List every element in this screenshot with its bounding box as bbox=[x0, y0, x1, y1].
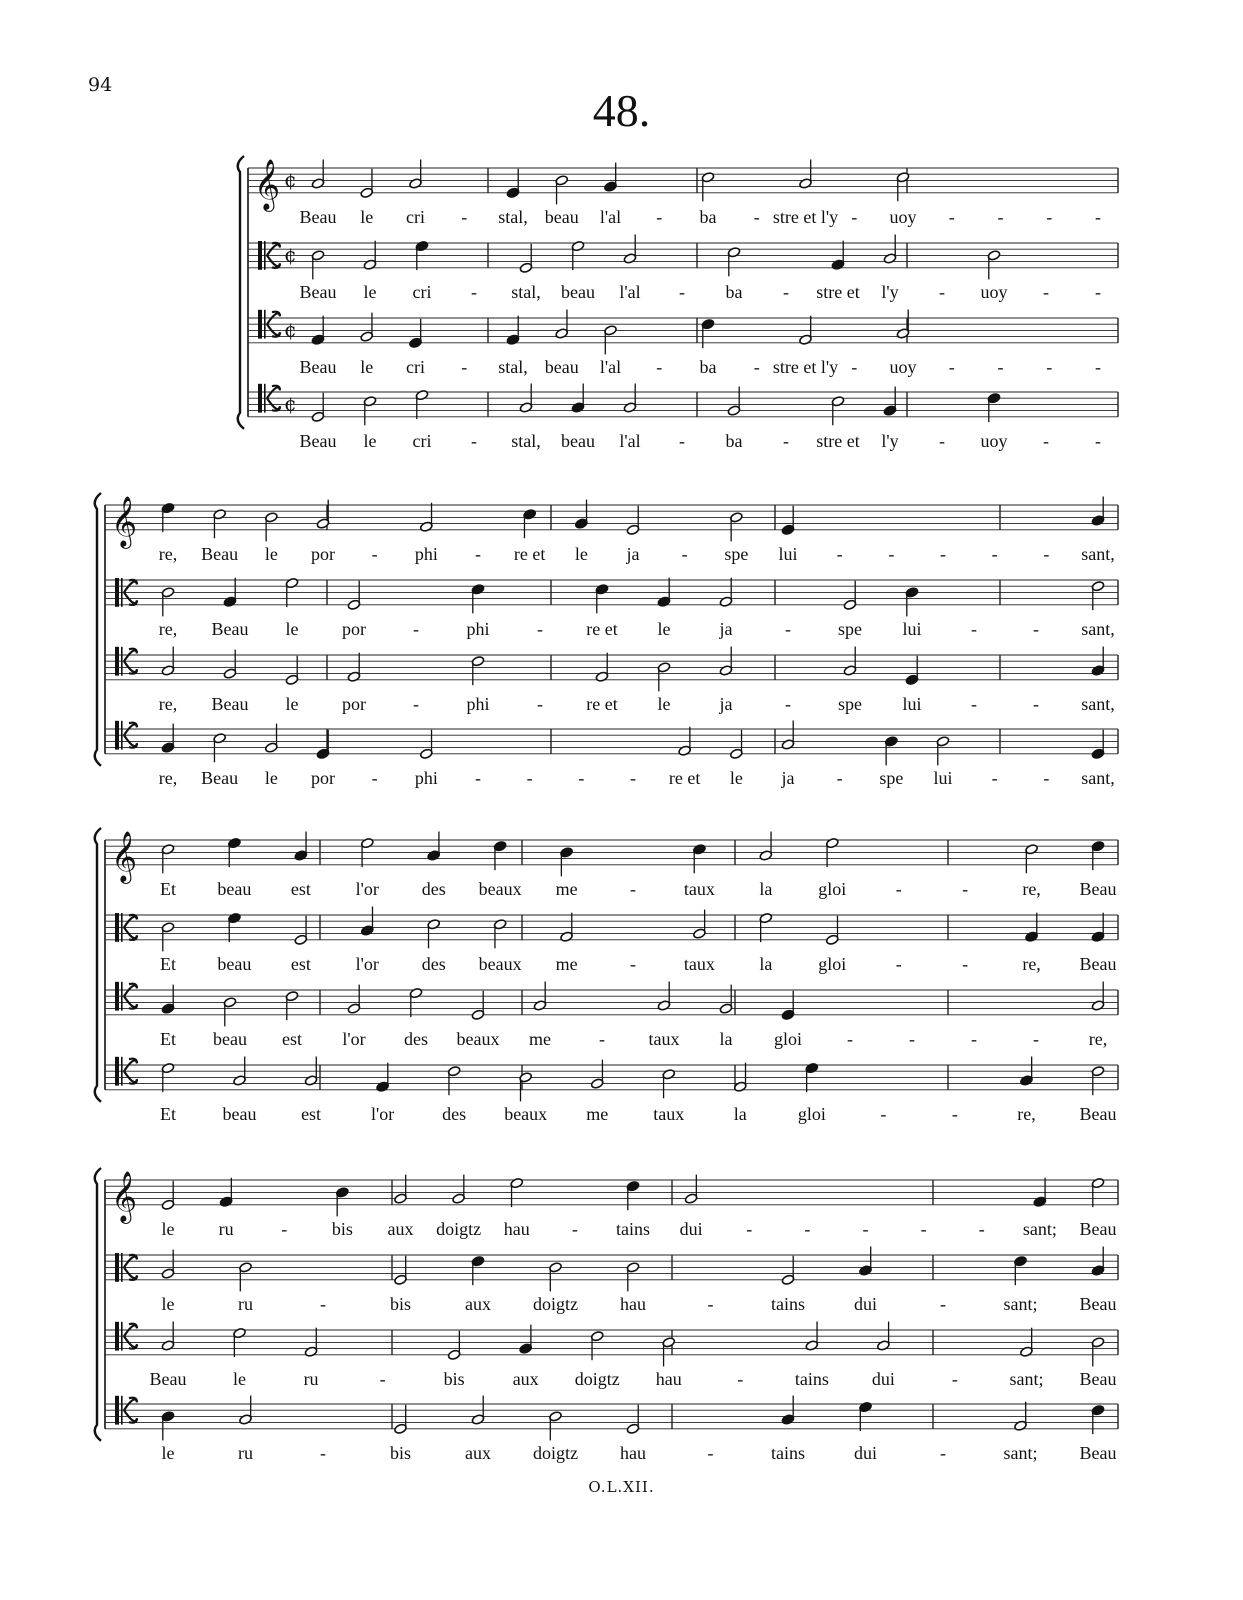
lyric-syllable: des bbox=[421, 953, 446, 974]
lyric-syllable: beaux bbox=[504, 1103, 548, 1124]
lyric-syllable: - bbox=[471, 281, 477, 302]
lyric-syllable: Beau bbox=[1079, 878, 1117, 899]
lyric-syllable: la bbox=[759, 953, 773, 974]
source-mark: O.L.XII. bbox=[588, 1478, 655, 1496]
lyric-syllable: gloi bbox=[818, 878, 847, 899]
lyric-syllable: stal, bbox=[498, 356, 528, 377]
lyric-syllable: Beau bbox=[201, 767, 239, 788]
lyric-syllable: cri bbox=[412, 281, 432, 302]
lyric-syllable: - bbox=[783, 281, 789, 302]
lyric-syllable: uoy bbox=[980, 281, 1008, 302]
lyric-syllable: me bbox=[555, 878, 578, 899]
lyric-syllable: re, bbox=[1022, 953, 1041, 974]
lyric-syllable: por bbox=[311, 543, 335, 564]
lyric-syllable: - bbox=[599, 1028, 605, 1049]
lyric-syllable: - bbox=[948, 206, 955, 227]
lyric-syllable: bis bbox=[389, 1442, 412, 1463]
lyric-syllable: me bbox=[586, 1103, 609, 1124]
lyric-syllable: - bbox=[737, 1368, 744, 1389]
lyric-syllable: doigtz bbox=[533, 1442, 578, 1463]
treble-clef-icon: 𝄞 bbox=[111, 1170, 138, 1222]
lyric-syllable: por bbox=[342, 693, 366, 714]
lyric-syllable: ba bbox=[699, 206, 717, 227]
lyric-syllable: est bbox=[290, 878, 311, 899]
lyric-syllable: Beau bbox=[1079, 1442, 1117, 1463]
lyric-syllable: - bbox=[862, 1218, 869, 1239]
lyric-syllable: - bbox=[1095, 356, 1101, 377]
lyric-syllable: gloi bbox=[797, 1103, 826, 1124]
lyric-syllable: hau bbox=[620, 1293, 646, 1314]
lyric-syllable: Beau bbox=[299, 430, 337, 451]
lyric-syllable: - bbox=[962, 953, 969, 974]
note bbox=[1091, 1337, 1105, 1367]
lyric-syllable: uoy bbox=[980, 430, 1008, 451]
lyric-syllable: Beau bbox=[1079, 1368, 1117, 1389]
lyric-syllable: - bbox=[630, 767, 636, 788]
lyric-syllable: phi bbox=[466, 618, 490, 639]
lyric-syllable: - bbox=[836, 767, 843, 788]
lyric-syllable: - bbox=[1033, 693, 1039, 714]
lyric-syllable: dui bbox=[871, 1368, 895, 1389]
lyric-syllable: - bbox=[785, 618, 791, 639]
note bbox=[549, 1262, 563, 1292]
lyric-syllable: - bbox=[537, 693, 543, 714]
lyric-syllable: - bbox=[1043, 543, 1050, 564]
lyric-syllable: re et bbox=[668, 767, 701, 788]
lyric-syllable: re, bbox=[158, 767, 178, 788]
lyric-syllable: le bbox=[657, 618, 671, 639]
lyric-syllable: le bbox=[360, 206, 374, 227]
lyric-syllable: - bbox=[707, 1293, 714, 1314]
lyric-syllable: le bbox=[657, 693, 671, 714]
lyric-syllable: Et bbox=[160, 953, 176, 974]
time-signature: ¢ bbox=[284, 242, 297, 267]
lyric-syllable: l'or bbox=[342, 1028, 366, 1049]
lyric-syllable: - bbox=[1095, 430, 1101, 451]
system-bracket bbox=[95, 1168, 101, 1441]
note bbox=[452, 1175, 466, 1205]
note bbox=[549, 1411, 563, 1441]
lyric-syllable: cri bbox=[406, 356, 425, 377]
lyric-syllable: - bbox=[707, 1442, 714, 1463]
lyric-syllable: - bbox=[461, 206, 468, 227]
note bbox=[662, 1337, 676, 1367]
note bbox=[394, 1175, 408, 1205]
lyric-syllable: Beau bbox=[1079, 1218, 1117, 1239]
lyric-syllable: - bbox=[895, 953, 902, 974]
lyric-syllable: - bbox=[571, 1218, 578, 1239]
note bbox=[239, 1262, 253, 1292]
lyric-syllable: - bbox=[526, 767, 533, 788]
lyric-syllable: est bbox=[301, 1103, 322, 1124]
lyric-syllable: re et bbox=[586, 693, 618, 714]
lyric-syllable: hau bbox=[503, 1218, 530, 1239]
lyric-syllable: - bbox=[851, 206, 858, 227]
lyric-syllable: tains bbox=[616, 1218, 650, 1239]
note bbox=[781, 1256, 795, 1286]
lyric-syllable: spe bbox=[724, 543, 749, 564]
lyric-syllable: - bbox=[537, 618, 543, 639]
note bbox=[161, 1181, 175, 1211]
lyric-syllable: re, bbox=[158, 618, 178, 639]
lyric-syllable: - bbox=[475, 543, 481, 564]
lyric-syllable: - bbox=[783, 430, 789, 451]
lyric-syllable: spe bbox=[879, 767, 904, 788]
lyric-syllable: - bbox=[847, 1028, 853, 1049]
lyric-syllable: stre et l'y bbox=[772, 356, 839, 377]
lyric-syllable: - bbox=[371, 543, 378, 564]
lyric-syllable: aux bbox=[465, 1442, 491, 1463]
note bbox=[626, 1181, 640, 1211]
lyric-syllable: - bbox=[1043, 281, 1049, 302]
lyric-syllable: - bbox=[753, 356, 760, 377]
lyric-syllable: - bbox=[461, 356, 468, 377]
lyric-syllable: - bbox=[971, 693, 977, 714]
note bbox=[336, 1187, 350, 1217]
lyric-syllable: - bbox=[1095, 281, 1101, 302]
lyric-syllable: - bbox=[920, 1218, 927, 1239]
lyric-syllable: stal, bbox=[511, 430, 541, 451]
lyric-syllable: bis bbox=[443, 1368, 465, 1389]
lyric-syllable: le bbox=[264, 543, 278, 564]
lyric-syllable: gloi bbox=[773, 1028, 803, 1049]
lyric-syllable: - bbox=[630, 953, 636, 974]
lyric-syllable: - bbox=[888, 543, 895, 564]
time-signature: ¢ bbox=[284, 167, 297, 192]
lyric-syllable: Beau bbox=[299, 206, 337, 227]
lyric-syllable: beaux bbox=[478, 878, 522, 899]
lyric-syllable: - bbox=[951, 1368, 958, 1389]
lyric-syllable: l'or bbox=[370, 1103, 395, 1124]
lyric-syllable: uoy bbox=[889, 206, 917, 227]
lyric-syllable: - bbox=[656, 206, 663, 227]
note bbox=[161, 1250, 175, 1280]
lyric-syllable: ja bbox=[719, 618, 733, 639]
lyric-syllable: - bbox=[1046, 356, 1053, 377]
lyric-syllable: sant, bbox=[1081, 693, 1115, 714]
lyric-syllable: - bbox=[991, 543, 998, 564]
lyric-syllable: lui bbox=[902, 693, 922, 714]
lyric-syllable: Et bbox=[160, 878, 176, 899]
lyric-syllable: - bbox=[1046, 206, 1053, 227]
lyric-syllable: le bbox=[233, 1368, 247, 1389]
lyric-syllable: le bbox=[363, 430, 377, 451]
lyric-syllable: l'al bbox=[619, 281, 641, 302]
lyric-syllable: - bbox=[836, 543, 843, 564]
lyric-syllable: - bbox=[939, 430, 945, 451]
lyric-syllable: le bbox=[363, 281, 377, 302]
lyric-syllable: l'or bbox=[355, 878, 379, 899]
lyric-syllable: ja bbox=[781, 767, 795, 788]
lyric-syllable: spe bbox=[838, 693, 862, 714]
note bbox=[626, 1405, 640, 1435]
lyric-syllable: ru bbox=[218, 1218, 234, 1239]
lyric-syllable: - bbox=[948, 356, 955, 377]
lyric-syllable: le bbox=[264, 767, 278, 788]
lyric-syllable: - bbox=[940, 1442, 946, 1463]
lyric-syllable: tains bbox=[771, 1293, 805, 1314]
lyric-syllable: beau bbox=[217, 878, 252, 899]
lyric-syllable: - bbox=[940, 1293, 946, 1314]
lyric-syllable: ba bbox=[699, 356, 717, 377]
lyric-syllable: ba bbox=[725, 281, 743, 302]
lyric-syllable: taux bbox=[648, 1028, 680, 1049]
lyric-syllable: re et bbox=[586, 618, 618, 639]
lyric-syllable: - bbox=[379, 1368, 386, 1389]
lyric-syllable: por bbox=[311, 767, 335, 788]
lyric-syllable: - bbox=[785, 693, 791, 714]
lyric-syllable: re, bbox=[1022, 878, 1041, 899]
lyric-syllable: le bbox=[161, 1293, 175, 1314]
lyric-syllable: beau bbox=[544, 356, 579, 377]
lyric-syllable: - bbox=[962, 878, 969, 899]
lyric-syllable: re, bbox=[1088, 1028, 1108, 1049]
note bbox=[1014, 1256, 1028, 1286]
lyric-syllable: - bbox=[371, 767, 378, 788]
lyric-syllable: Beau bbox=[211, 693, 249, 714]
lyric-syllable: stal, bbox=[511, 281, 541, 302]
lyric-syllable: ru bbox=[238, 1442, 253, 1463]
lyric-syllable: - bbox=[997, 356, 1004, 377]
lyric-syllable: ru bbox=[238, 1293, 253, 1314]
time-signature: ¢ bbox=[284, 391, 297, 416]
lyric-syllable: sant; bbox=[1003, 1293, 1038, 1314]
lyric-syllable: beau bbox=[561, 430, 595, 451]
lyric-syllable: beaux bbox=[456, 1028, 500, 1049]
lyric-syllable: dui bbox=[853, 1293, 878, 1314]
note bbox=[1091, 1405, 1105, 1435]
lyric-syllable: - bbox=[971, 1028, 977, 1049]
lyric-syllable: - bbox=[578, 767, 585, 788]
lyric-syllable: sant; bbox=[1022, 1218, 1057, 1239]
lyric-syllable: - bbox=[753, 206, 760, 227]
lyric-syllable: le bbox=[574, 543, 588, 564]
lyric-syllable: beaux bbox=[478, 953, 522, 974]
lyric-syllable: re, bbox=[158, 543, 178, 564]
lyric-syllable: - bbox=[630, 878, 636, 899]
note bbox=[684, 1175, 698, 1205]
lyric-syllable: sant, bbox=[1081, 543, 1115, 564]
lyric-syllable: - bbox=[681, 543, 688, 564]
note bbox=[471, 1256, 485, 1286]
lyric-syllable: - bbox=[679, 281, 685, 302]
page-number: 94 bbox=[88, 74, 113, 96]
lyric-syllable: dui bbox=[853, 1442, 878, 1463]
lyric-syllable: taux bbox=[683, 878, 715, 899]
lyric-syllable: bis bbox=[331, 1218, 353, 1239]
lyric-syllable: cri bbox=[406, 206, 425, 227]
lyric-syllable: - bbox=[1033, 618, 1039, 639]
lyric-syllable: - bbox=[851, 356, 858, 377]
lyric-syllable: doigtz bbox=[436, 1218, 482, 1239]
treble-clef-icon: 𝄞 bbox=[111, 830, 138, 882]
lyric-syllable: re et bbox=[513, 543, 546, 564]
lyric-syllable: - bbox=[951, 1103, 958, 1124]
lyric-syllable: - bbox=[978, 1218, 985, 1239]
lyric-syllable: hau bbox=[620, 1442, 646, 1463]
lyric-syllable: gloi bbox=[818, 953, 847, 974]
lyric-syllable: - bbox=[1033, 1028, 1039, 1049]
lyric-syllable: - bbox=[656, 356, 663, 377]
lyric-syllable: la bbox=[719, 1028, 733, 1049]
lyric-syllable: - bbox=[471, 430, 477, 451]
lyric-syllable: Beau bbox=[299, 281, 337, 302]
lyric-syllable: beau bbox=[561, 281, 595, 302]
lyric-syllable: re, bbox=[1017, 1103, 1036, 1124]
lyric-syllable: tains bbox=[794, 1368, 829, 1389]
note bbox=[447, 1331, 461, 1361]
lyric-syllable: Et bbox=[160, 1028, 176, 1049]
lyric-syllable: le bbox=[285, 618, 299, 639]
note bbox=[626, 1262, 640, 1292]
lyric-syllable: l'y bbox=[881, 430, 899, 451]
lyric-syllable: cri bbox=[412, 430, 432, 451]
lyric-syllable: Beau bbox=[149, 1368, 187, 1389]
lyric-syllable: ba bbox=[725, 430, 743, 451]
lyric-syllable: Beau bbox=[201, 543, 239, 564]
treble-clef-icon: 𝄞 bbox=[254, 158, 281, 210]
note bbox=[394, 1256, 408, 1286]
lyric-syllable: phi bbox=[414, 767, 438, 788]
lyric-syllable: - bbox=[997, 206, 1004, 227]
lyric-syllable: - bbox=[1095, 206, 1101, 227]
lyric-syllable: des bbox=[421, 878, 446, 899]
lyric-syllable: - bbox=[971, 618, 977, 639]
lyric-syllable: sant, bbox=[1081, 767, 1115, 788]
lyric-syllable: doigtz bbox=[574, 1368, 620, 1389]
lyric-syllable: beau bbox=[544, 206, 579, 227]
lyric-syllable: l'al bbox=[619, 430, 641, 451]
lyric-syllable: beau bbox=[222, 1103, 257, 1124]
lyric-syllable: ru bbox=[303, 1368, 319, 1389]
note bbox=[519, 1325, 533, 1355]
note bbox=[590, 1331, 604, 1361]
lyric-syllable: Beau bbox=[1079, 1293, 1117, 1314]
lyric-syllable: lui bbox=[778, 543, 798, 564]
lyric-syllable: - bbox=[940, 543, 946, 564]
lyric-syllable: ja bbox=[719, 693, 733, 714]
lyric-syllable: sant; bbox=[1003, 1442, 1038, 1463]
lyric-syllable: - bbox=[413, 618, 419, 639]
lyric-syllable: re, bbox=[158, 693, 178, 714]
lyric-syllable: - bbox=[804, 1218, 811, 1239]
lyric-syllable: la bbox=[759, 878, 773, 899]
lyric-syllable: - bbox=[880, 1103, 887, 1124]
lyric-syllable: le bbox=[161, 1442, 175, 1463]
lyric-syllable: aux bbox=[465, 1293, 491, 1314]
lyric-syllable: l'or bbox=[355, 953, 379, 974]
lyric-syllable: le bbox=[360, 356, 374, 377]
lyric-syllable: stre et l'y bbox=[772, 206, 839, 227]
lyric-syllable: des bbox=[404, 1028, 428, 1049]
lyric-syllable: spe bbox=[838, 618, 862, 639]
lyric-syllable: Beau bbox=[211, 618, 249, 639]
lyric-syllable: ja bbox=[626, 543, 640, 564]
lyric-syllable: lui bbox=[933, 767, 953, 788]
lyric-syllable: aux bbox=[512, 1368, 539, 1389]
lyric-syllable: taux bbox=[683, 953, 715, 974]
lyric-syllable: le bbox=[729, 767, 743, 788]
lyric-syllable: stre et bbox=[816, 281, 860, 302]
lyric-syllable: stre et bbox=[816, 430, 860, 451]
lyric-syllable: - bbox=[281, 1218, 288, 1239]
lyric-syllable: - bbox=[320, 1442, 326, 1463]
lyric-syllable: - bbox=[1043, 430, 1049, 451]
lyric-syllable: uoy bbox=[889, 356, 917, 377]
lyric-syllable: Beau bbox=[299, 356, 337, 377]
lyric-syllable: doigtz bbox=[533, 1293, 578, 1314]
lyric-syllable: Beau bbox=[1079, 953, 1117, 974]
lyric-syllable: - bbox=[909, 1028, 915, 1049]
lyric-syllable: me bbox=[529, 1028, 551, 1049]
piece-number: 48. bbox=[592, 85, 651, 136]
lyric-syllable: le bbox=[285, 693, 299, 714]
time-signature: ¢ bbox=[284, 317, 297, 342]
lyric-syllable: l'al bbox=[599, 356, 622, 377]
lyric-syllable: la bbox=[733, 1103, 747, 1124]
lyric-syllable: - bbox=[939, 281, 945, 302]
lyric-syllable: - bbox=[991, 767, 998, 788]
lyric-syllable: est bbox=[282, 1028, 302, 1049]
lyric-syllable: - bbox=[475, 767, 481, 788]
lyric-syllable: l'al bbox=[599, 206, 622, 227]
lyric-syllable: phi bbox=[466, 693, 490, 714]
lyric-syllable: aux bbox=[387, 1218, 414, 1239]
lyric-syllable: - bbox=[895, 878, 902, 899]
lyric-syllable: sant; bbox=[1009, 1368, 1044, 1389]
lyric-syllable: taux bbox=[653, 1103, 685, 1124]
lyric-syllable: Et bbox=[160, 1103, 176, 1124]
lyric-syllable: por bbox=[342, 618, 366, 639]
lyric-syllable: sant, bbox=[1081, 618, 1115, 639]
lyric-syllable: stal, bbox=[498, 206, 528, 227]
note bbox=[161, 1411, 175, 1441]
lyric-syllable: est bbox=[290, 953, 311, 974]
lyric-syllable: Beau bbox=[1079, 1103, 1117, 1124]
lyric-syllable: - bbox=[320, 1293, 326, 1314]
lyric-syllable: - bbox=[1043, 767, 1050, 788]
note bbox=[394, 1405, 408, 1435]
lyric-syllable: le bbox=[161, 1218, 175, 1239]
lyric-syllable: l'y bbox=[881, 281, 899, 302]
lyric-syllable: lui bbox=[902, 618, 922, 639]
lyric-syllable: hau bbox=[655, 1368, 682, 1389]
lyric-syllable: dui bbox=[679, 1218, 703, 1239]
lyric-syllable: phi bbox=[414, 543, 438, 564]
lyric-syllable: beau bbox=[217, 953, 252, 974]
lyric-syllable: - bbox=[746, 1218, 753, 1239]
treble-clef-icon: 𝄞 bbox=[111, 495, 138, 547]
lyric-syllable: des bbox=[442, 1103, 467, 1124]
lyric-syllable: - bbox=[413, 693, 419, 714]
lyric-syllable: bis bbox=[389, 1293, 412, 1314]
lyric-syllable: me bbox=[555, 953, 578, 974]
lyric-syllable: - bbox=[679, 430, 685, 451]
lyric-syllable: tains bbox=[771, 1442, 805, 1463]
lyric-syllable: beau bbox=[213, 1028, 247, 1049]
